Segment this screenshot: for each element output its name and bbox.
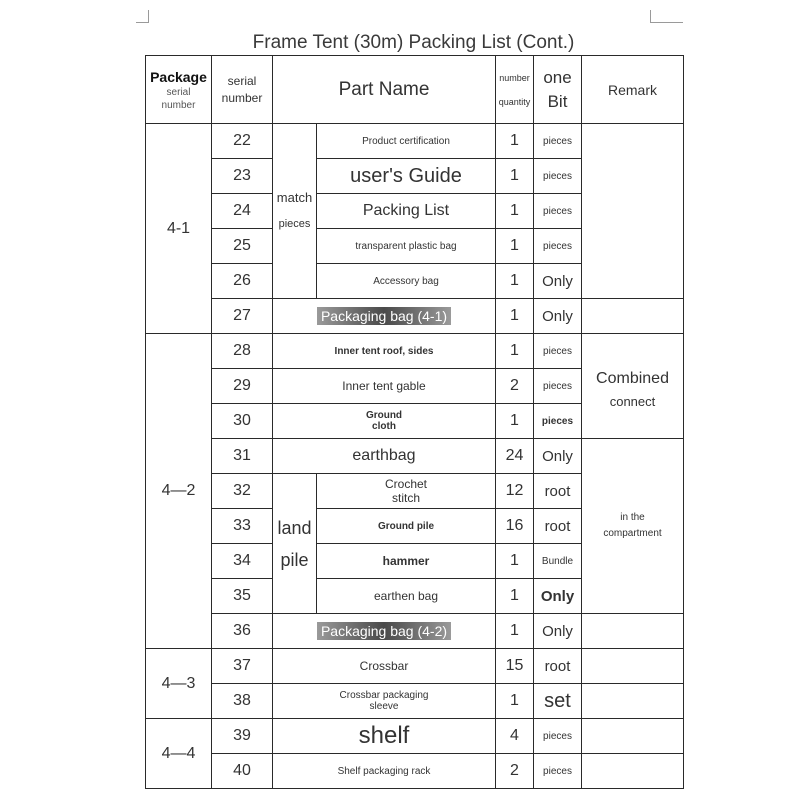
- part-name: [273, 299, 496, 334]
- group-land-pile: land pile: [273, 474, 317, 614]
- table-row: [146, 754, 684, 789]
- part-name: Crossbar packaging sleeve: [273, 684, 496, 719]
- table-row: [146, 299, 684, 334]
- unit: Only: [534, 439, 582, 474]
- part-name: Inner tent gable: [273, 369, 496, 404]
- packing-list-table: [145, 55, 684, 789]
- serial-number: 39: [212, 719, 273, 754]
- remark-cell: [582, 719, 684, 754]
- header-quantity: number quantity: [496, 56, 534, 124]
- unit: set: [534, 684, 582, 719]
- quantity: 1: [496, 264, 534, 299]
- quantity: 2: [496, 369, 534, 404]
- unit: pieces: [534, 754, 582, 789]
- packaging-bag-label: Packaging bag (4-1): [317, 307, 451, 325]
- serial-number: 24: [212, 194, 273, 229]
- quantity: 16: [496, 509, 534, 544]
- remark-compartment: in the compartment: [582, 439, 684, 614]
- header-row: [146, 56, 684, 124]
- part-name: Ground cloth: [273, 404, 496, 439]
- remark-cell: [582, 614, 684, 649]
- part-name: Crossbar: [273, 649, 496, 684]
- header-serial: serial number: [212, 56, 273, 124]
- part-name: earthbag: [273, 439, 496, 474]
- part-name: Product certification: [317, 124, 496, 159]
- header-unit: one Bit: [534, 56, 582, 124]
- unit: pieces: [534, 719, 582, 754]
- part-name: Accessory bag: [317, 264, 496, 299]
- packaging-bag-label: Packaging bag (4-2): [317, 622, 451, 640]
- serial-number: 22: [212, 124, 273, 159]
- serial-number: 29: [212, 369, 273, 404]
- part-name: user's Guide: [317, 159, 496, 194]
- package-serial: 4—4: [146, 719, 212, 789]
- unit: pieces: [534, 369, 582, 404]
- header-package: Package serial number: [146, 56, 212, 124]
- part-name: Crochet stitch: [317, 474, 496, 509]
- quantity: 1: [496, 299, 534, 334]
- remark-combined: Combined connect: [582, 334, 684, 439]
- quantity: 1: [496, 229, 534, 264]
- unit: pieces: [534, 124, 582, 159]
- quantity: 2: [496, 754, 534, 789]
- part-name: earthen bag: [317, 579, 496, 614]
- quantity: 1: [496, 544, 534, 579]
- unit: Only: [534, 614, 582, 649]
- serial-number: 37: [212, 649, 273, 684]
- header-part-name: Part Name: [273, 56, 496, 124]
- serial-number: 23: [212, 159, 273, 194]
- remark-cell: [582, 299, 684, 334]
- table-row: [146, 614, 684, 649]
- quantity: 24: [496, 439, 534, 474]
- quantity: 1: [496, 334, 534, 369]
- serial-number: 38: [212, 684, 273, 719]
- package-serial: 4—2: [146, 334, 212, 649]
- serial-number: 36: [212, 614, 273, 649]
- unit: pieces: [534, 194, 582, 229]
- table-row: [146, 684, 684, 719]
- unit: Only: [534, 264, 582, 299]
- serial-number: 33: [212, 509, 273, 544]
- unit: Bundle: [534, 544, 582, 579]
- unit: Only: [534, 299, 582, 334]
- table-row: [146, 649, 684, 684]
- quantity: 1: [496, 159, 534, 194]
- remark-cell: [582, 124, 684, 299]
- quantity: 1: [496, 614, 534, 649]
- serial-number: 27: [212, 299, 273, 334]
- part-name: Shelf packaging rack: [273, 754, 496, 789]
- part-name: transparent plastic bag: [317, 229, 496, 264]
- unit: root: [534, 649, 582, 684]
- unit: pieces: [534, 334, 582, 369]
- quantity: 1: [496, 579, 534, 614]
- serial-number: 28: [212, 334, 273, 369]
- package-serial: 4-1: [146, 124, 212, 334]
- unit: pieces: [534, 229, 582, 264]
- serial-number: 34: [212, 544, 273, 579]
- serial-number: 35: [212, 579, 273, 614]
- part-name: shelf: [273, 719, 496, 754]
- package-serial: 4—3: [146, 649, 212, 719]
- quantity: 12: [496, 474, 534, 509]
- remark-cell: [582, 649, 684, 684]
- remark-cell: [582, 754, 684, 789]
- part-name: [273, 614, 496, 649]
- quantity: 1: [496, 124, 534, 159]
- part-name: hammer: [317, 544, 496, 579]
- quantity: 1: [496, 404, 534, 439]
- crop-mark-top-right: [650, 10, 683, 23]
- serial-number: 40: [212, 754, 273, 789]
- table-row: [146, 719, 684, 754]
- unit: pieces: [534, 404, 582, 439]
- header-remark: Remark: [582, 56, 684, 124]
- serial-number: 25: [212, 229, 273, 264]
- serial-number: 31: [212, 439, 273, 474]
- part-name: Inner tent roof, sides: [273, 334, 496, 369]
- serial-number: 26: [212, 264, 273, 299]
- table-row: [146, 334, 684, 369]
- table-row: [146, 124, 684, 159]
- serial-number: 30: [212, 404, 273, 439]
- page-title: Frame Tent (30m) Packing List (Cont.): [252, 32, 575, 53]
- quantity: 4: [496, 719, 534, 754]
- table-row: [146, 439, 684, 474]
- part-name: Packing List: [317, 194, 496, 229]
- unit: pieces: [534, 159, 582, 194]
- unit: root: [534, 474, 582, 509]
- remark-cell: [582, 684, 684, 719]
- unit: Only: [534, 579, 582, 614]
- quantity: 15: [496, 649, 534, 684]
- group-match-pieces: match pieces: [273, 124, 317, 299]
- serial-number: 32: [212, 474, 273, 509]
- quantity: 1: [496, 684, 534, 719]
- part-name: Ground pile: [317, 509, 496, 544]
- unit: root: [534, 509, 582, 544]
- crop-mark-top-left: [136, 10, 149, 23]
- quantity: 1: [496, 194, 534, 229]
